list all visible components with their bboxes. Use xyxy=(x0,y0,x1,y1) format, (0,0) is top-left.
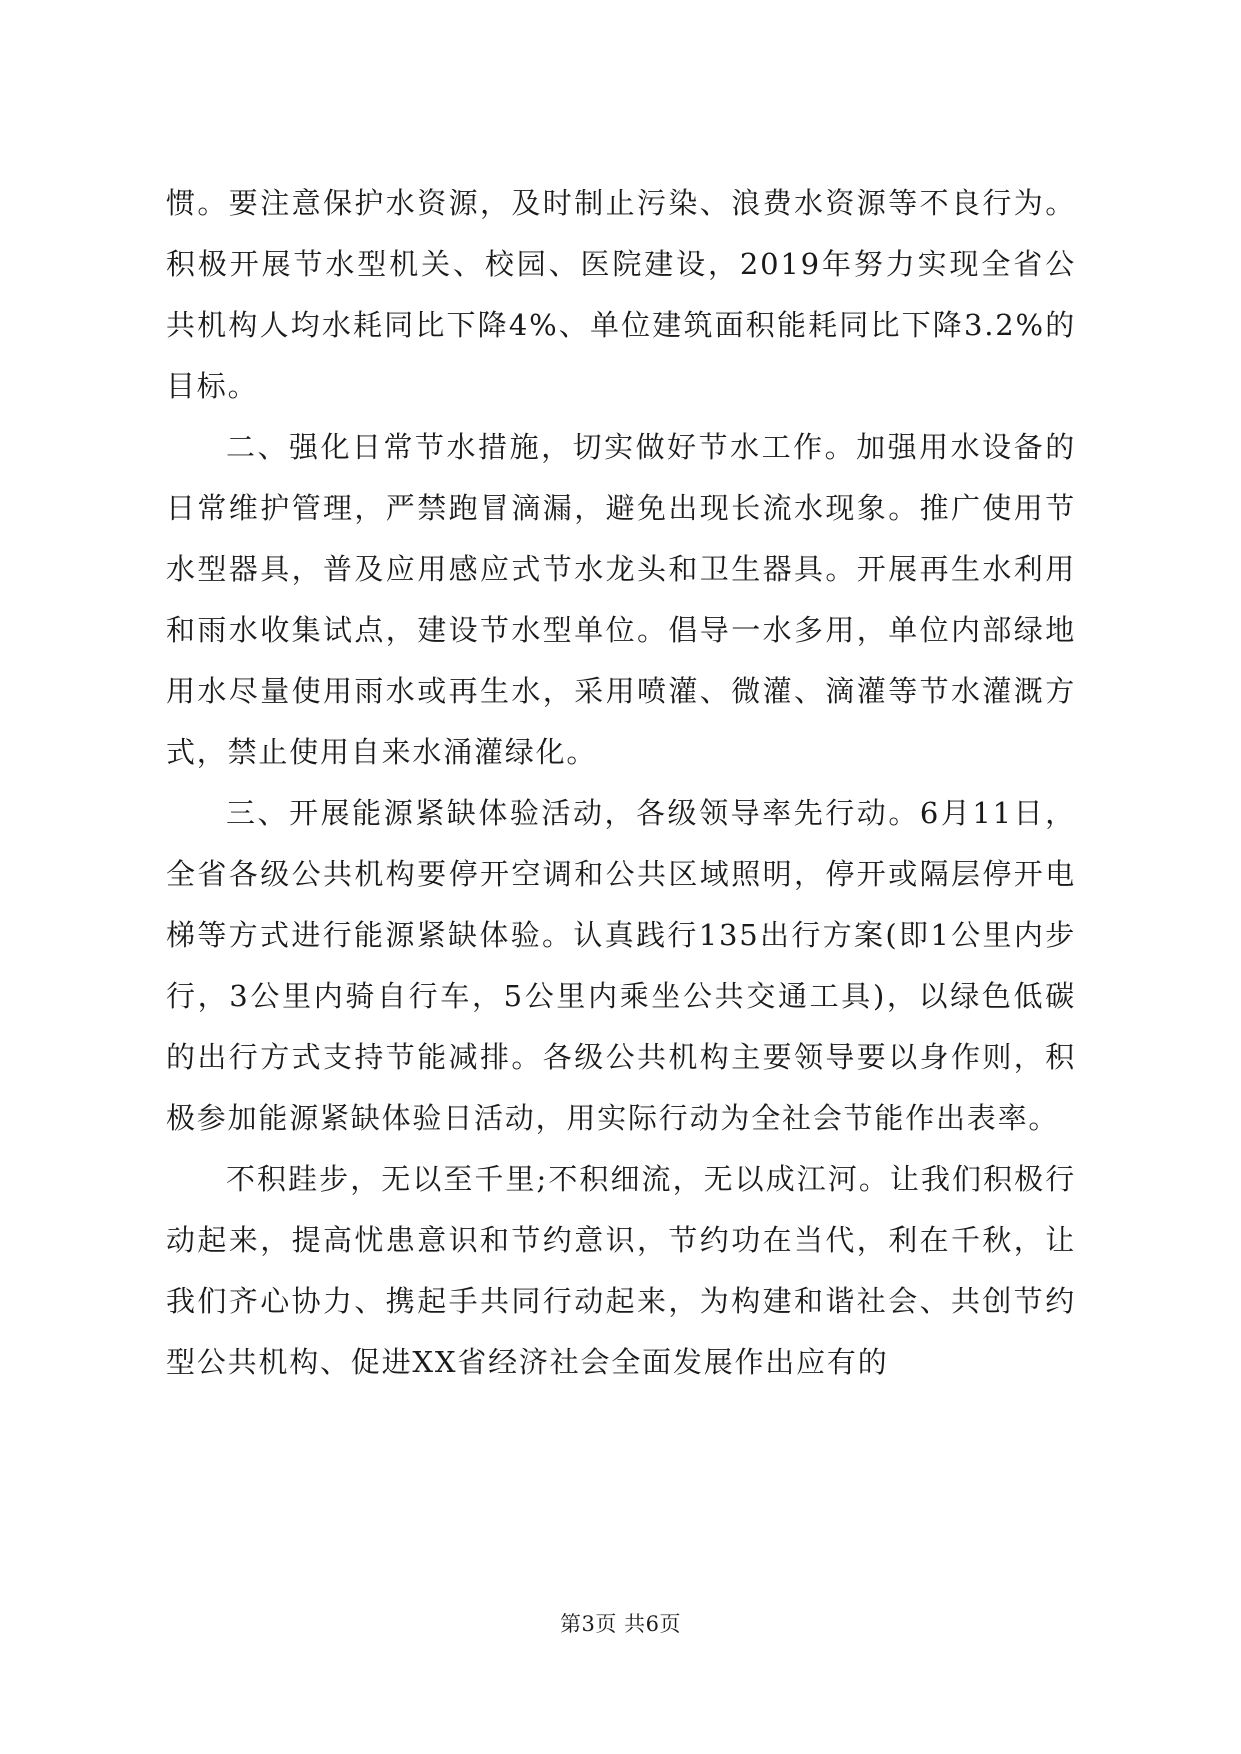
paragraph-continuation: 惯。要注意保护水资源，及时制止污染、浪费水资源等不良行为。积极开展节水型机关、校园、医院建设，2019年努力实现全省公共机构人均水耗同比下降4%、单位建筑面积能耗同比下降3.2%的目标。 xyxy=(166,186,1076,403)
paragraph-energy-shortage-experience: 三、开展能源紧缺体验活动，各级领导率先行动。6月11日，全省各级公共机构要停开空调和公共区域照明，停开或隔层停开电梯等方式进行能源紧缺体验。认真践行135出行方案(即1公里内步行，3公里内骑自行车，5公里内乘坐公共交通工具)，以绿色低碳的出行方式支持节能减排。各级公共机构主要领导要以身作则，积极参加能源紧缺体验日活动，用实际行动为全社会节能作出表率。 xyxy=(166,796,1076,1135)
paragraph-conclusion: 不积跬步，无以至千里;不积细流，无以成江河。让我们积极行动起来，提高忧患意识和节约意识，节约功在当代，利在千秋，让我们齐心协力、携起手共同行动起来，为构建和谐社会、共创节约型公共机构、促进XX省经济社会全面发展作出应有的 xyxy=(166,1162,1076,1379)
paragraph-water-saving-measures: 二、强化日常节水措施，切实做好节水工作。加强用水设备的日常维护管理，严禁跑冒滴漏，避免出现长流水现象。推广使用节水型器具，普及应用感应式节水龙头和卫生器具。开展再生水利用和雨水收集试点，建设节水型单位。倡导一水多用，单位内部绿地用水尽量使用雨水或再生水，采用喷灌、微灌、滴灌等节水灌溉方式，禁止使用自来水涌灌绿化。 xyxy=(166,430,1076,769)
page-number-footer: 第3页 共6页 xyxy=(560,1612,681,1636)
document-body xyxy=(166,173,1076,1393)
